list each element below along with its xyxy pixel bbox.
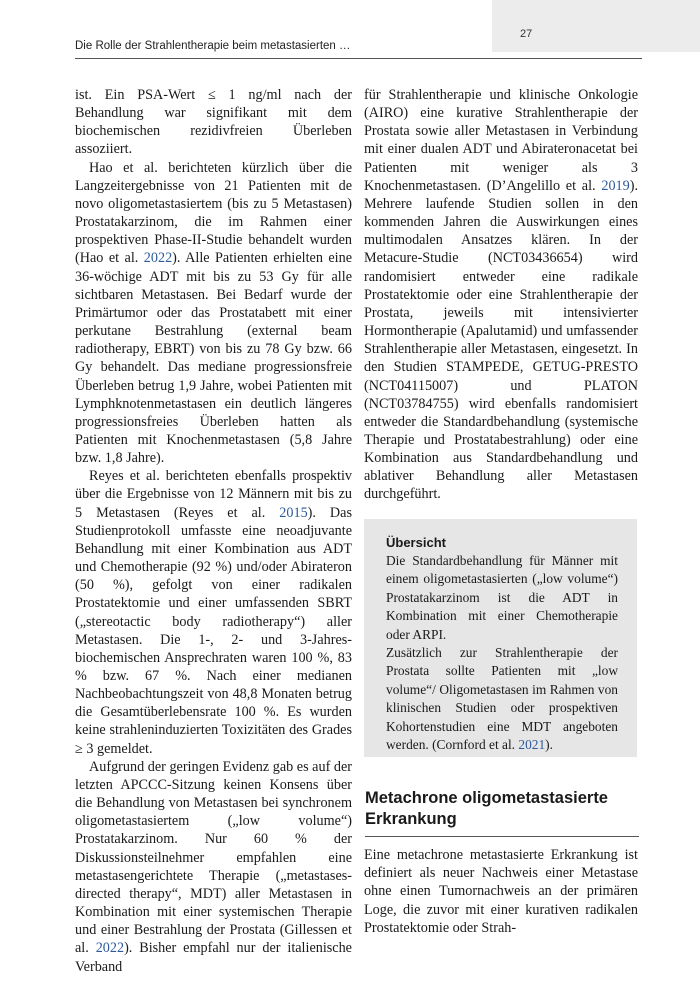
paragraph-airo — [364, 86, 638, 504]
overview-paragraph — [386, 552, 618, 644]
header-rule — [75, 58, 642, 59]
paragraph-text: ). Alle Patienten erhielten eine 36-wöchige ADT mit bis zu 53 Gy für alle sichtbaren Metastasen. Bei Bedarf wurde der Primärtumor oder das Prostatabett mit einer perkutane Bestrahlung (external beam radiotherapy, EBRT) von bis zu 78 Gy bzw. 66 Gy behandelt. Das mediane progressionsfreie Überleben betrug 1,9 Jahre, wobei Patienten mit Lymphknotenmetastasen ein deutlich längeres progressionsfreies Überleben hatten als Patienten mit Knochenmetastasen (5,8 Jahre bzw. 1,8 Jahre). — [75, 250, 353, 467]
paragraph-text: ist. Ein PSA-Wert ≤ 1 ng/ml nach der Behandlung war signifikant mit dem biochemischen rezidivfreien Überleben assoziiert. — [75, 87, 352, 158]
section-heading: Metachrone oligometastasierte Erkrankung — [365, 789, 608, 828]
section-rule — [365, 836, 639, 837]
paragraph-text: ). — [545, 737, 553, 753]
paragraph-text: Aufgrund der geringen Evidenz gab es auf der letzten APCCC-Sitzung keinen Konsens über die Behandlung von Metastasen bei synchronem oligometastasiertem („low volume“) Prostatakarzinom. Nur 60 % der Diskussionsteilnehmer empfahlen eine metastasengerichtete Therapie („metastases-directed therapy“, MDT) aller Metastasen in Kombination mit einer systemischen Therapie und einer Bestrahlung der Prostata (Gillessen et al. — [75, 758, 352, 957]
overview-title: Übersicht — [386, 535, 446, 550]
paragraph-text: ). Bisher empfahl nur der italienische Verband — [75, 940, 352, 975]
paragraph-text: ). Das Studienprotokoll umfasste eine neoadjuvante Behandlung mit einer Kombination aus ADT und Chemotherapie (92 %) und/oder Abirateron (50 %), gefolgt von einer radikalen Prostatektomie und einer umfassenden SBRT („stereotactic body radiotherapy“) aller Metastasen. Die 1-, 2- und 3-Jahres-biochemischen Ansprechraten waren 100 %, 83 % bzw. 67 %. Nach einer medianen Nachbeobachtungszeit von 48,8 Monaten betrug die Gesamtüberlebensrate 100 %. Es wurden keine strahleninduzierten Toxizitäten des Grades ≥ 3 gemeldet. — [75, 504, 352, 757]
paragraph-text: Reyes et al. berichteten ebenfalls prospektiv über die Ergebnisse von 12 Männern mit bis zu 5 Metastasen (Reyes et al. — [75, 468, 352, 521]
paragraph-reyes — [75, 467, 352, 758]
left-column — [75, 86, 352, 976]
page-number-tab — [492, 0, 700, 52]
paragraph-text: Hao et al. berichteten kürzlich über die Langzeitergebnisse von 21 Patienten mit de novo oligometastasiertem (bis zu 5 Metastasen) Prostatakarzinom, die im Rahmen einer prospektiven Phase-II-Studie behandelt wurden (Hao et al. — [75, 159, 352, 267]
citation-link[interactable]: 2019 — [601, 177, 630, 194]
paragraph-text: ). Mehrere laufende Studien sollen in den kommenden Jahren die Auswirkungen eines multimodalen Ansatzes klären. In der Metacure-Studie (NCT03436654) wird randomisiert entweder eine radikale Prostatektomie oder eine Strahlentherapie der Prostata, jeweils mit intensivierter Hormontherapie (Apalutamid) und umfassender Strahlentherapie aller Metastasen, eingesetzt. In den Studien STAMPEDE, GETUG-PRESTO (NCT04115007) und PLATON (NCT03784755) wird ebenfalls randomisiert entweder die Standardbehandlung (systemische Therapie und Prostatabestrahlung) oder eine Kombination aus Standardbehandlung und ablativer Behandlung aller Metastasen durchgeführt. — [364, 177, 638, 503]
citation-link[interactable]: 2015 — [279, 504, 308, 521]
citation-link[interactable]: 2022 — [143, 250, 173, 267]
paragraph-hao — [75, 159, 352, 468]
paragraph-metachron — [364, 846, 638, 937]
overview-body — [386, 552, 618, 754]
paragraph-psa — [75, 86, 352, 159]
paragraph-apccc — [75, 758, 352, 976]
citation-link[interactable]: 2021 — [518, 737, 546, 753]
section-body — [364, 846, 638, 937]
page-number: 27 — [520, 28, 533, 40]
running-title: Die Rolle der Strahlentherapie beim metastasierten … — [75, 40, 351, 52]
overview-paragraph — [386, 644, 618, 754]
paragraph-text: Die Standardbehandlung für Männer mit einem oligometastasierten („low volume“) Prostatakarzinom ist die ADT in Kombination mit einer Chemotherapie oder ARPI. — [386, 553, 618, 642]
right-column — [364, 86, 638, 504]
paragraph-text: für Strahlentherapie und klinische Onkologie (AIRO) eine kurative Strahlentherapie der Prostata sowie aller Metastasen in Verbindung mit einer dualen ADT und Abirateronacetat bei Patienten mit weniger als 3 Knochenmetastasen. (D’Angelillo et al. — [364, 87, 638, 194]
paragraph-text: Eine metachrone metastasierte Erkrankung ist definiert als neuer Nachweis einer Metastase ohne einen Tumornachweis an der primären Loge, die zuvor mit einer kurativen radikalen Prostatektomie oder Strah- — [364, 847, 638, 936]
citation-link[interactable]: 2022 — [95, 940, 125, 957]
paragraph-text: Zusätzlich zur Strahlentherapie der Prostata sollte Patienten mit „low volume“/ Oligometastasen im Rahmen von klinischen Studien oder prospektiven Kohortenstudien eine MDT angeboten werden. (Cornford et al. — [386, 645, 618, 753]
